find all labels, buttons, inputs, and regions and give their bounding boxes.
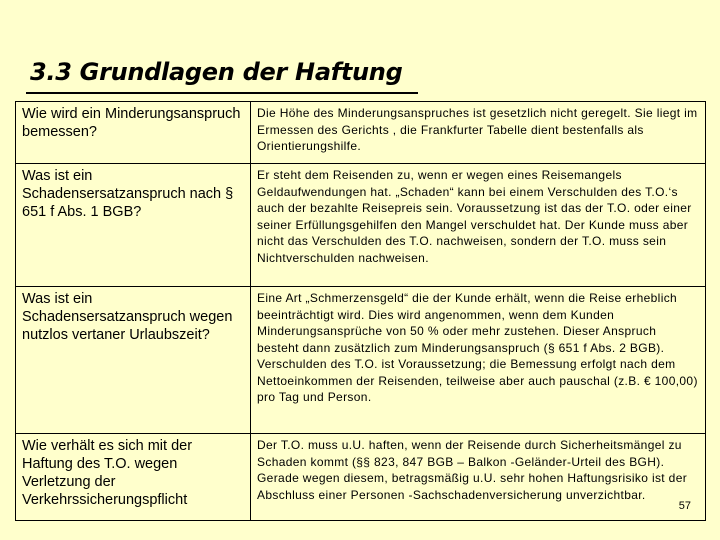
page-number: 57 (678, 499, 691, 512)
table-row (16, 164, 706, 287)
qa-table (15, 101, 706, 521)
answer-cell: Er steht dem Reisenden zu, wenn er wegen eines Reisemangels Geldaufwendungen hat. „Schaden“ kann bei einem Verschulden des T.O.‘s auch der bezahlte Reisepreis sein. Voraussetzung ist das der T.O. oder einer seiner Erfüllungsgehilfen den Mangel verschuldet hat. Der Kunde muss aber nicht das Verschulden des T.O. nachweisen, sondern der T.O. muss sein Nichtverschulden nachweisen. (251, 164, 706, 287)
question-cell: Wie wird ein Minderungsanspruch bemessen? (16, 102, 251, 164)
question-cell: Was ist ein Schadensersatzanspruch nach § 651 f Abs. 1 BGB? (16, 164, 251, 287)
table-row (16, 102, 706, 164)
question-cell: Was ist ein Schadensersatzanspruch wegen nutzlos vertaner Urlaubszeit? (16, 287, 251, 434)
table-row (16, 434, 706, 521)
answer-cell-last (251, 434, 706, 521)
answer-text: Der T.O. muss u.U. haften, wenn der Reisende durch Sicherheitsmängel zu Schaden kommt (§§ 823, 847 BGB – Balkon -Geländer-Urteil des BGH). Gerade wegen diesem, betragsmäßig u.U. sehr hohen Haftungsrisiko ist der Abschluss einer Personen -Sachschadenversicherung unverzichtbar. (257, 438, 688, 502)
question-cell: Wie verhält es sich mit der Haftung des T.O. wegen Verletzung der Verkehrssicherungspflicht (16, 434, 251, 521)
slide-title: 3.3 Grundlagen der Haftung (30, 58, 403, 86)
title-underline (26, 92, 418, 94)
answer-cell: Die Höhe des Minderungsanspruches ist gesetzlich nicht geregelt. Sie liegt im Ermessen des Gerichts , die Frankfurter Tabelle dient bestenfalls als Orientierungshilfe. (251, 102, 706, 164)
answer-cell: Eine Art „Schmerzensgeld“ die der Kunde erhält, wenn die Reise erheblich beeinträchtigt wird. Dies wird angenommen, wenn dem Kunden Minderungsansprüche von 50 % oder mehr zustehen. Dieser Anspruch besteht dann zusätzlich zum Minderungsanspruch (§ 651 f Abs. 2 BGB). Verschulden des T.O. ist Voraussetzung; die Bemessung erfolgt nach dem Nettoeinkommen der Reisenden, teilweise aber auch pauschal (z.B. € 100,00) pro Tag und Person. (251, 287, 706, 434)
table-row (16, 287, 706, 434)
